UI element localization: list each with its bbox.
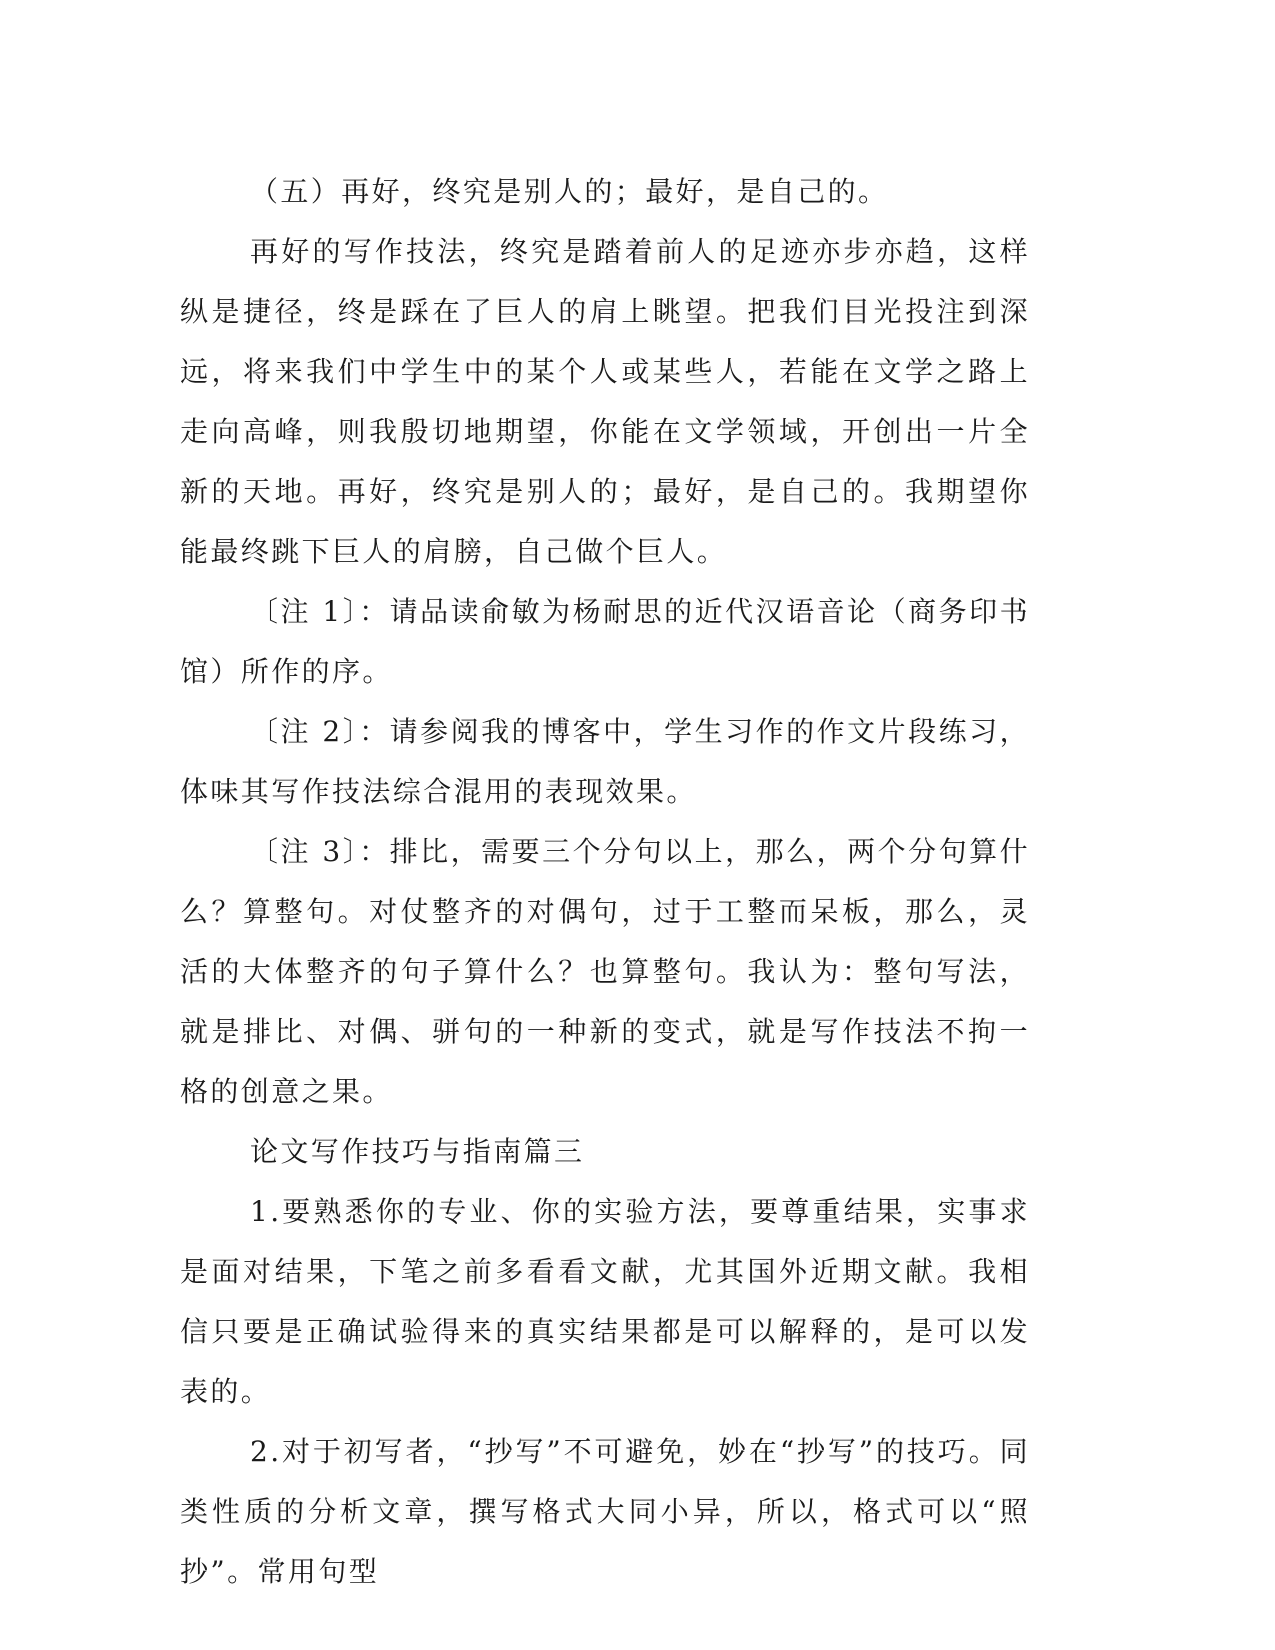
document-body	[180, 162, 1030, 1602]
note-2: 〔注 2〕：请参阅我的博客中，学生习作的作文片段练习，体味其写作技法综合混用的表现效果。	[180, 715, 1030, 808]
section-heading-five: （五）再好，终究是别人的；最好，是自己的。	[250, 175, 889, 208]
article-heading-part-three: 论文写作技巧与指南篇三	[250, 1135, 585, 1168]
note-3: 〔注 3〕：排比，需要三个分句以上，那么，两个分句算什么？算整句。对仗整齐的对偶句，过于工整而呆板，那么，灵活的大体整齐的句子算什么？也算整句。我认为：整句写法，就是排比、对偶、骈句的一种新的变式，就是写作技法不拘一格的创意之果。	[180, 835, 1030, 1108]
note-1: 〔注 1〕：请品读俞敏为杨耐思的近代汉语音论（商务印书馆）所作的序。	[180, 595, 1030, 688]
tip-item-2: 2.对于初写者，“抄写”不可避免，妙在“抄写”的技巧。同类性质的分析文章，撰写格式大同小异，所以，格式可以“照抄”。常用句型	[180, 1435, 1030, 1588]
tip-item-1: 1.要熟悉你的专业、你的实验方法，要尊重结果，实事求是面对结果，下笔之前多看看文献，尤其国外近期文献。我相信只要是正确试验得来的真实结果都是可以解释的，是可以发表的。	[180, 1195, 1030, 1408]
paragraph-giants-shoulders: 再好的写作技法，终究是踏着前人的足迹亦步亦趋，这样纵是捷径，终是踩在了巨人的肩上眺望。把我们目光投注到深远，将来我们中学生中的某个人或某些人，若能在文学之路上走向高峰，则我殷切地期望，你能在文学领域，开创出一片全新的天地。再好，终究是别人的；最好，是自己的。我期望你能最终跳下巨人的肩膀，自己做个巨人。	[180, 235, 1030, 568]
